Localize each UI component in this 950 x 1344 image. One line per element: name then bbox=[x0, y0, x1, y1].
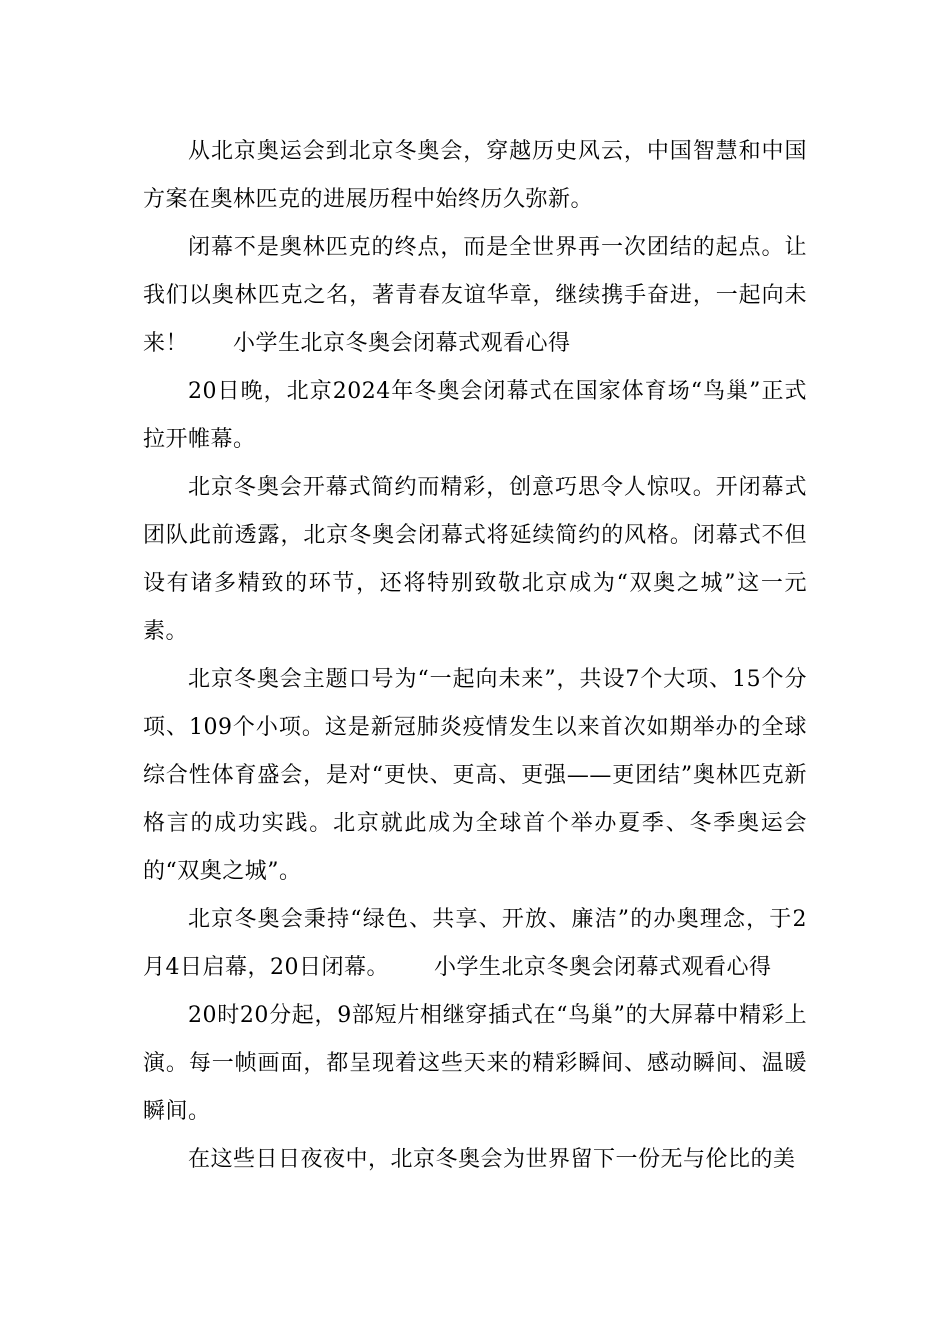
paragraph-3 bbox=[143, 368, 807, 464]
inline-title: 小学生北京冬奥会闭幕式观看心得 bbox=[233, 331, 571, 356]
paragraph-6 bbox=[143, 896, 807, 992]
inline-title: 小学生北京冬奥会闭幕式观看心得 bbox=[434, 955, 772, 980]
paragraph-7-text: 20时20分起，9部短片相继穿插式在“鸟巢”的大屏幕中精彩上演。每一帧画面，都呈现着这些天来的精彩瞬间、感动瞬间、温暖瞬间。 bbox=[143, 1003, 807, 1124]
paragraph-1 bbox=[143, 128, 807, 224]
paragraph-1-text: 从北京奥运会到北京冬奥会，穿越历史风云，中国智慧和中国方案在奥林匹克的进展历程中始终历久弥新。 bbox=[143, 139, 807, 212]
paragraph-3-text: 20日晚，北京2024年冬奥会闭幕式在国家体育场“鸟巢”正式拉开帷幕。 bbox=[143, 379, 807, 452]
paragraph-5 bbox=[143, 656, 807, 896]
paragraph-4 bbox=[143, 464, 807, 656]
document-body bbox=[143, 128, 807, 1184]
paragraph-4-text: 北京冬奥会开幕式简约而精彩，创意巧思令人惊叹。开闭幕式团队此前透露，北京冬奥会闭幕式将延续简约的风格。闭幕式不但设有诸多精致的环节，还将特别致敬北京成为“双奥之城”这一元素。 bbox=[143, 475, 807, 644]
paragraph-8-text: 在这些日日夜夜中，北京冬奥会为世界留下一份无与伦比的美 bbox=[188, 1147, 796, 1172]
paragraph-5-text: 北京冬奥会主题口号为“一起向未来”，共设7个大项、15个分项、109个小项。这是新冠肺炎疫情发生以来首次如期举办的全球综合性体育盛会，是对“更快、更高、更强——更团结”奥林匹克新格言的成功实践。北京就此成为全球首个举办夏季、冬季奥运会的“双奥之城”。 bbox=[143, 667, 807, 884]
paragraph-2-text: 闭幕不是奥林匹克的终点，而是全世界再一次团结的起点。让我们以奥林匹克之名，著青春友谊华章，继续携手奋进，一起向未来！ bbox=[143, 235, 807, 356]
paragraph-7 bbox=[143, 992, 807, 1136]
paragraph-6-text: 北京冬奥会秉持“绿色、共享、开放、廉洁”的办奥理念，于2月4日启幕，20日闭幕。 bbox=[143, 907, 807, 980]
paragraph-2 bbox=[143, 224, 807, 368]
paragraph-8 bbox=[143, 1136, 807, 1184]
